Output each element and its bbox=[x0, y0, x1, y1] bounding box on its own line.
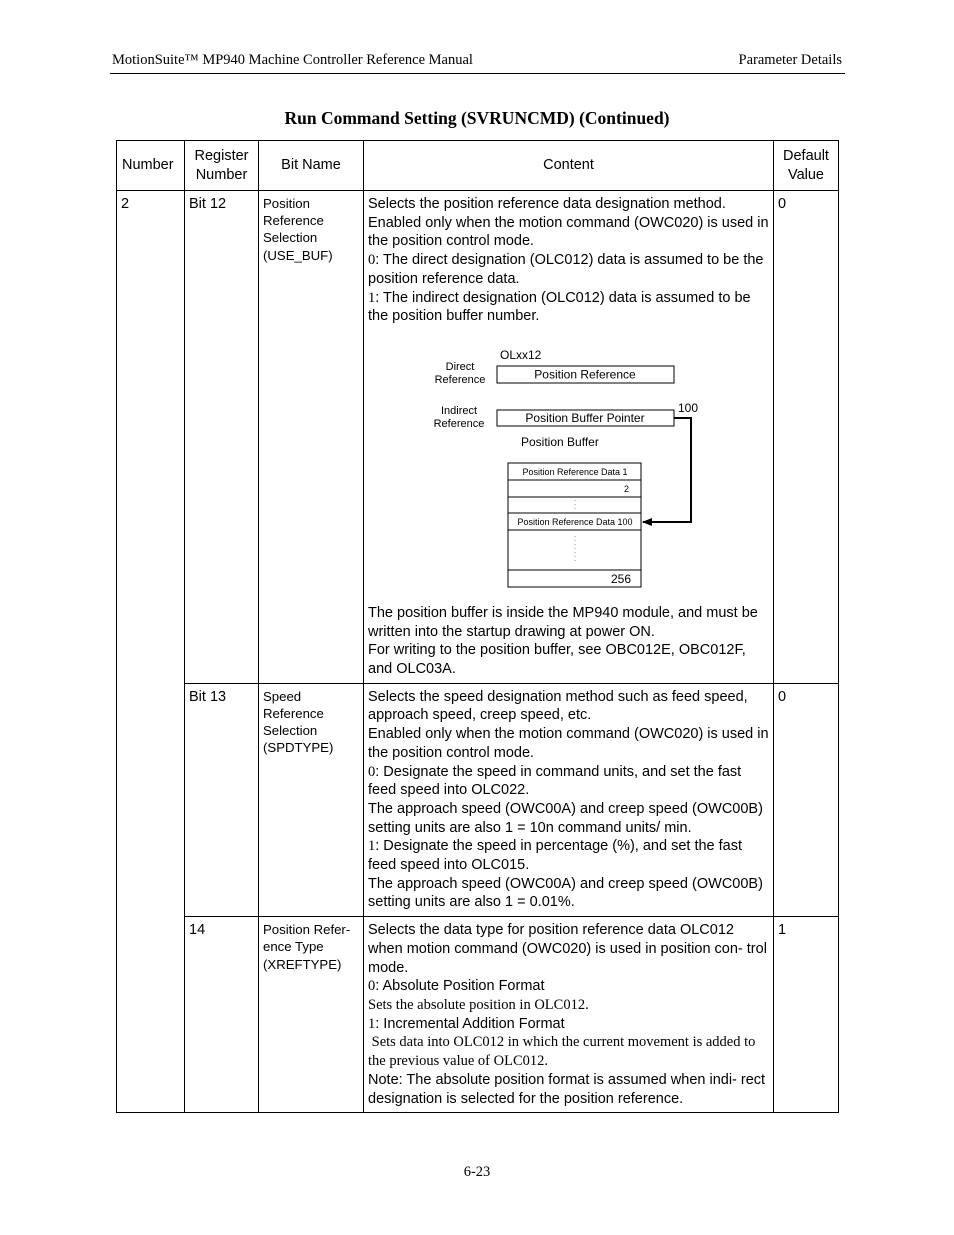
option-key: 0 bbox=[368, 252, 376, 269]
content-line: Selects the data type for position reference data OLC012 when motion command (OWC020) is used in position con- trol mode. bbox=[368, 922, 767, 976]
option-text: : Designate the speed in command units, and set the fast feed speed into OLC022. bbox=[368, 763, 742, 799]
page-number: 6-23 bbox=[463, 1164, 491, 1180]
row-register: Bit 12 bbox=[185, 191, 259, 684]
direct-label-1: Direct bbox=[445, 360, 475, 373]
bit-name-line: (USE_BUF) bbox=[263, 247, 333, 263]
content-after-2: For writing to the position buffer, see OBC012E, OBC012F, and OLC03A. bbox=[368, 642, 746, 678]
direct-label-2: Reference bbox=[434, 373, 486, 386]
content-line: The approach speed (OWC00A) and creep speed (OWC00B) setting units are also 1 = 0.01%. bbox=[368, 875, 763, 911]
table-header-row bbox=[117, 141, 839, 191]
content-option-0 bbox=[368, 977, 769, 996]
bit-name-line: Reference bbox=[263, 705, 324, 721]
page-title: Run Command Setting (SVRUNCMD) (Continued) bbox=[284, 108, 670, 128]
bit-name-line: Position bbox=[263, 196, 310, 211]
header-default-line2: Value bbox=[787, 166, 824, 183]
header-content: Content bbox=[364, 141, 774, 191]
buffer-data-256: 256 bbox=[610, 571, 631, 586]
bit-name-line: (SPDTYPE) bbox=[263, 740, 334, 756]
table-row bbox=[117, 191, 839, 684]
pointer-arrow bbox=[643, 418, 691, 522]
option-key: 0 bbox=[368, 978, 376, 995]
content-option-0 bbox=[368, 763, 769, 800]
content-line: Selects the speed designation method such as feed speed, approach speed, creep speed, etc. bbox=[368, 688, 748, 724]
header-register-line1: Register bbox=[194, 147, 249, 164]
option-key: 0 bbox=[368, 763, 376, 780]
content-option-1 bbox=[368, 289, 769, 326]
header-section-title: Parameter Details bbox=[738, 52, 842, 68]
option-text: : Designate the speed in percentage (%), and set the fast feed speed into OLC015. bbox=[368, 838, 743, 874]
header-divider bbox=[110, 73, 845, 74]
bit-name-line: Selection bbox=[263, 230, 318, 246]
header-number: Number bbox=[117, 141, 185, 191]
parameter-table bbox=[116, 140, 839, 1113]
position-reference-label: Position Reference bbox=[534, 367, 636, 382]
option-key: 1 bbox=[368, 1015, 376, 1032]
row-register: Bit 13 bbox=[185, 683, 259, 916]
bit-name-line: Speed bbox=[263, 688, 302, 704]
olxx12-label: OLxx12 bbox=[500, 347, 542, 362]
bit-name-line: Selection bbox=[263, 723, 318, 739]
bit-name-line: (XREFTYPE) bbox=[263, 956, 342, 972]
buffer-label: Position Buffer bbox=[521, 434, 599, 449]
row-register: 14 bbox=[185, 917, 259, 1113]
bit-name-line: Position Refer- bbox=[263, 922, 351, 938]
table-row bbox=[117, 683, 839, 916]
header-register-number bbox=[185, 141, 259, 191]
option-description: Sets data into OLC012 in which the current movement is added to the previous value of OLC012. bbox=[368, 1034, 760, 1070]
content-option-1 bbox=[368, 837, 769, 874]
bit-name-line: ence Type bbox=[263, 939, 324, 955]
option-key: 1 bbox=[368, 838, 376, 855]
content-option-1 bbox=[368, 1015, 769, 1034]
row-default-value: 0 bbox=[774, 191, 839, 684]
row-number: 2 bbox=[117, 191, 185, 1113]
row-content bbox=[364, 191, 774, 684]
buffer-data-1: Position Reference Data 1 bbox=[522, 466, 628, 477]
content-intro: Selects the position reference data designation method. Enabled only when the motion command (OWC020) is used in the position control mode. bbox=[368, 196, 769, 250]
content-after-1: The position buffer is inside the MP940 module, and must be written into the startup drawing at power ON. bbox=[368, 604, 758, 640]
row-bit-name bbox=[259, 917, 364, 1113]
option-key: 1 bbox=[368, 289, 376, 306]
option-text: : The direct designation (OLC012) data is assumed to be the position reference data. bbox=[368, 252, 764, 287]
header-default-line1: Default bbox=[783, 147, 829, 164]
row-default-value: 1 bbox=[774, 917, 839, 1113]
position-buffer-diagram bbox=[368, 334, 768, 596]
indirect-label-1: Indirect bbox=[440, 404, 478, 417]
header-manual-title: MotionSuite™ MP940 Machine Controller Reference Manual bbox=[112, 52, 473, 68]
pointer-value: 100 bbox=[678, 400, 699, 415]
row-bit-name bbox=[259, 683, 364, 916]
header-default-value bbox=[774, 141, 839, 191]
option-text: : The indirect designation (OLC012) data is assumed to be the position buffer number. bbox=[368, 289, 751, 325]
pointer-label: Position Buffer Pointer bbox=[525, 410, 645, 425]
option-text: : Incremental Addition Format bbox=[375, 1015, 565, 1032]
content-option-0 bbox=[368, 251, 769, 288]
header-bit-name: Bit Name bbox=[259, 141, 364, 191]
table-row bbox=[117, 917, 839, 1113]
row-default-value: 0 bbox=[774, 683, 839, 916]
row-bit-name bbox=[259, 191, 364, 684]
row-content bbox=[364, 917, 774, 1113]
content-line: Enabled only when the motion command (OWC020) is used in the position control mode. bbox=[368, 726, 769, 761]
content-note: Note: The absolute position format is assumed when indi- rect designation is selected for the position reference. bbox=[368, 1071, 766, 1107]
header-register-line2: Number bbox=[195, 166, 248, 183]
row-content bbox=[364, 683, 774, 916]
option-description: Sets the absolute position in OLC012. bbox=[368, 996, 589, 1013]
option-text: : Absolute Position Format bbox=[375, 978, 545, 995]
buffer-data-2: 2 bbox=[623, 483, 629, 494]
bit-name-line: Reference bbox=[263, 213, 324, 229]
buffer-data-100: Position Reference Data 100 bbox=[517, 516, 633, 527]
content-line: The approach speed (OWC00A) and creep speed (OWC00B) setting units are also 1 = 10n command units/ min. bbox=[368, 800, 763, 836]
indirect-label-2: Reference bbox=[433, 417, 485, 430]
